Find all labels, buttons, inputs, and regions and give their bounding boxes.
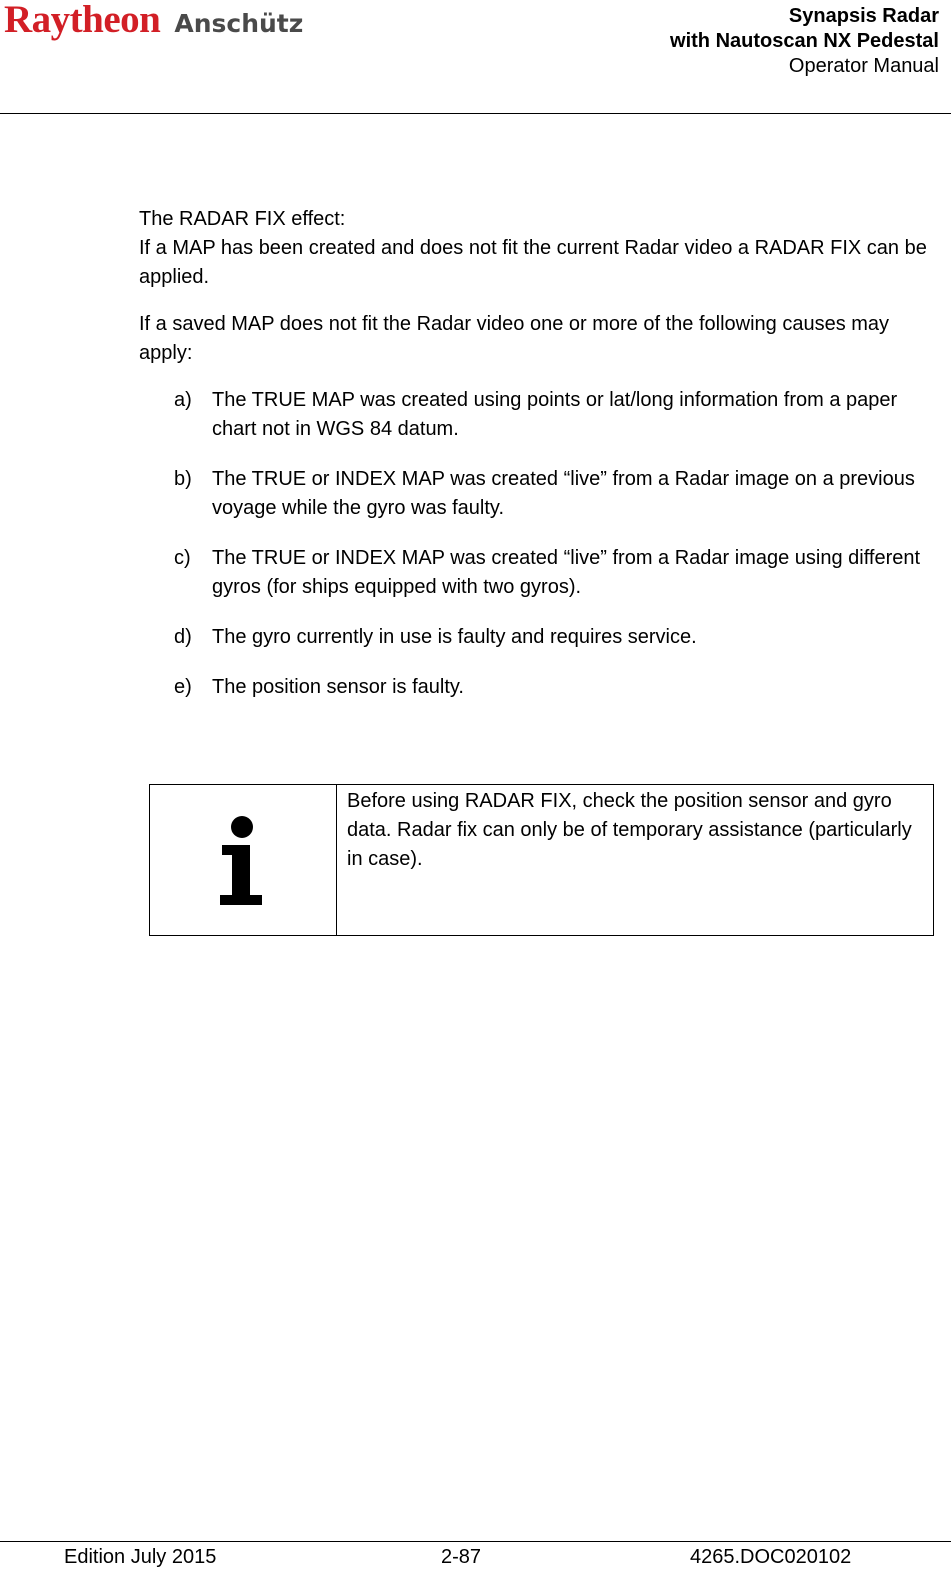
note-text: Before using RADAR FIX, check the position sensor and gyro data. Radar fix can only be of temporary assistance (particularly in case). [347,790,912,870]
footer-divider [0,1541,951,1542]
footer-edition: Edition July 2015 [64,1546,217,1568]
footer-document-id: 4265.DOC020102 [690,1546,852,1568]
list-marker: a) [174,389,192,411]
intro-paragraph: If a MAP has been created and does not fit the current Radar video a RADAR FIX can be applied. [139,237,927,288]
list-item [139,544,939,602]
logo-raytheon-text: Raytheon [4,0,161,41]
company-logo [4,0,303,44]
list-item [139,623,939,652]
header-divider [0,113,951,114]
list-item-text: The gyro currently in use is faulty and requires service. [212,626,697,648]
header-title-line2: with Nautoscan NX Pedestal [670,30,939,52]
list-item-text: The TRUE or INDEX MAP was created “live” from a Radar image using different gyros (for ships equipped with two gyros). [212,547,921,598]
main-content [139,205,939,723]
list-item [139,673,939,702]
list-marker: b) [174,468,192,490]
header-title-line3: Operator Manual [788,55,939,77]
footer-page-number: 2-87 [441,1546,482,1568]
list-marker: c) [174,547,191,569]
section-heading: The RADAR FIX effect: [139,208,346,230]
header-title-line1: Synapsis Radar [788,5,939,27]
list-item [139,386,939,444]
info-note-box [149,784,934,936]
list-marker: d) [174,626,192,648]
list-marker: e) [174,676,192,698]
list-item-text: The position sensor is faulty. [212,676,464,698]
causes-list [139,386,939,702]
logo-anschutz-text: Anschütz [174,9,304,38]
document-header-title [670,4,939,79]
list-item [139,465,939,523]
list-item-text: The TRUE MAP was created using points or lat/long information from a paper chart not in WGS 84 datum. [212,389,898,440]
list-item-text: The TRUE or INDEX MAP was created “live” from a Radar image on a previous voyage while the gyro was faulty. [212,468,915,519]
causes-paragraph: If a saved MAP does not fit the Radar video one or more of the following causes may apply: [139,313,890,364]
note-icon-cell [150,785,337,935]
info-icon [216,815,268,907]
